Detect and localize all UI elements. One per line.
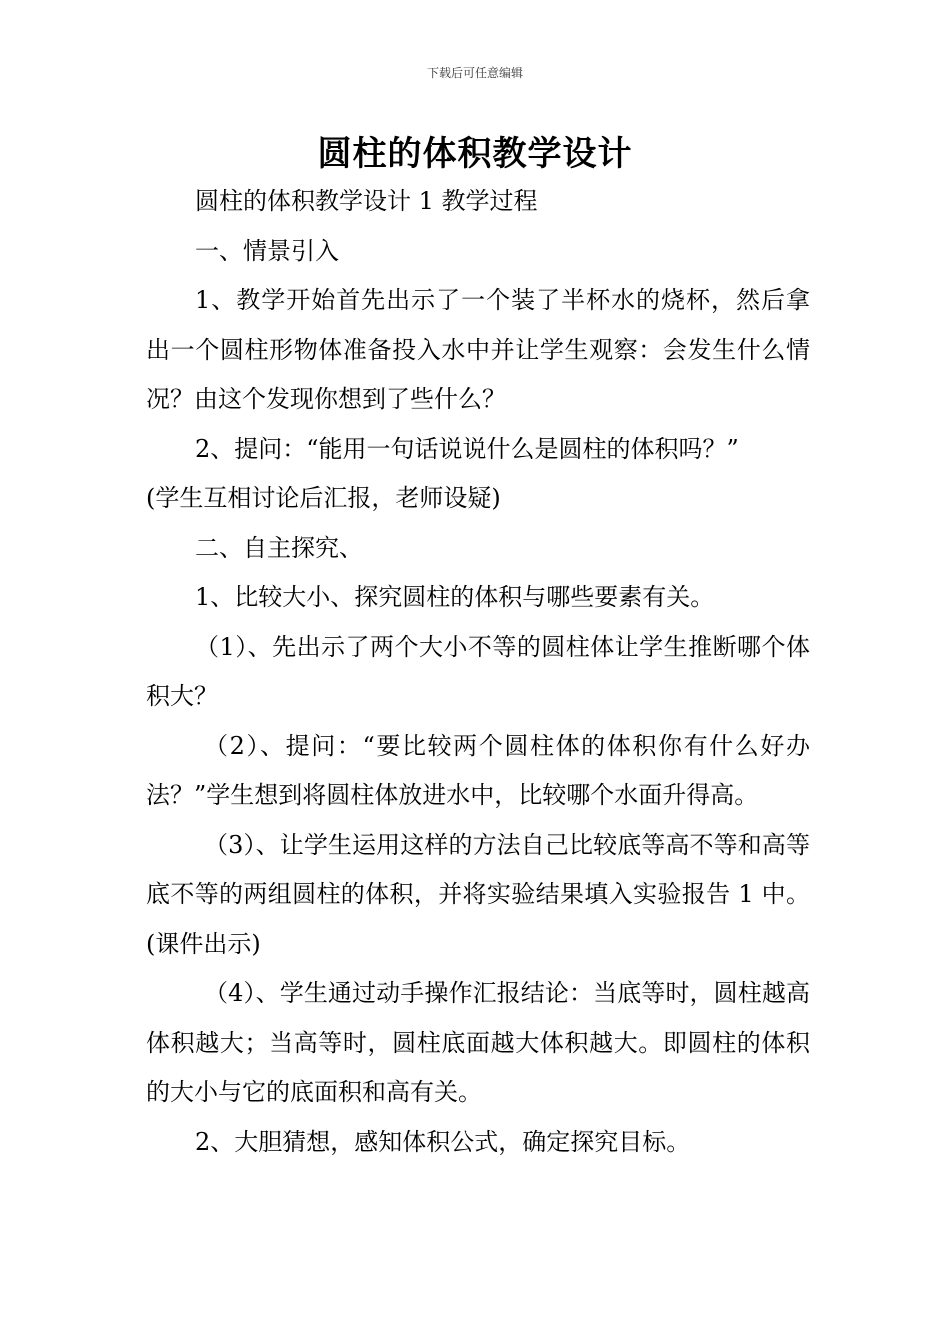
paragraph-subtitle: 圆柱的体积教学设计 1 教学过程 (195, 187, 538, 215)
document-body (146, 177, 810, 1167)
paragraph-intro-note: (学生互相讨论后汇报，老师设疑) (146, 484, 501, 512)
paragraph-explore-1-2: （2）、提问：“要比较两个圆柱体的体积你有什么好办法？”学生想到将圆柱体放进水中，比较哪个水面升得高。 (146, 731, 810, 809)
paragraph-explore-1: 1、比较大小、探究圆柱的体积与哪些要素有关。 (195, 583, 715, 611)
header-note: 下载后可任意编辑 (426, 66, 523, 80)
paragraph-intro-2: 2、提问：“能用一句话说说什么是圆柱的体积吗？” (195, 434, 739, 463)
document-title: 圆柱的体积教学设计 (317, 134, 633, 174)
paragraph-explore-1-1: （1）、先出示了两个大小不等的圆柱体让学生推断哪个体积大？ (146, 632, 810, 710)
paragraph-intro-1: 1、教学开始首先出示了一个装了半杯水的烧杯，然后拿出一个圆柱形物体准备投入水中并让学生观察：会发生什么情况？由这个发现你想到了些什么？ (146, 286, 810, 413)
section-heading-explore: 二、自主探究、 (195, 533, 363, 562)
section-heading-intro: 一、情景引入 (195, 236, 339, 265)
paragraph-explore-1-3: （3）、让学生运用这样的方法自己比较底等高不等和高等底不等的两组圆柱的体积，并将实验结果填入实验报告 1 中。(课件出示) (146, 830, 810, 958)
paragraph-explore-2: 2、大胆猜想，感知体积公式，确定探究目标。 (195, 1127, 691, 1156)
paragraph-explore-1-4: （4）、学生通过动手操作汇报结论：当底等时，圆柱越高体积越大；当高等时，圆柱底面越大体积越大。即圆柱的体积的大小与它的底面积和高有关。 (146, 979, 810, 1106)
